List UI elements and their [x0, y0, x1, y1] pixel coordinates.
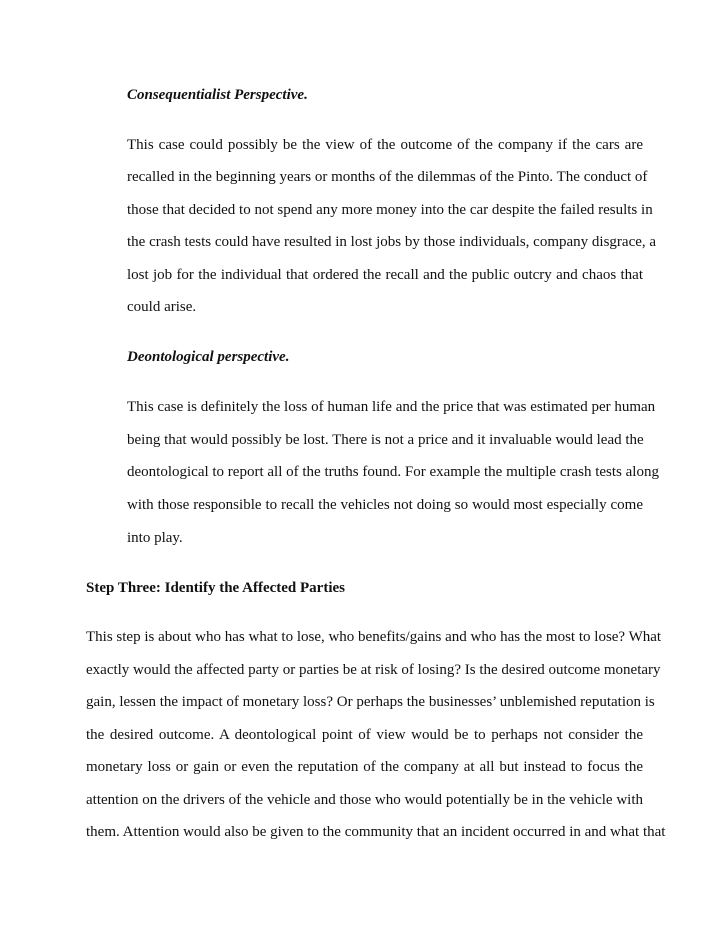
deontological-line: This case is definitely the loss of human life and the price that was estimated per human [127, 399, 656, 415]
step-three-line: monetary loss or gain or even the reputation of the company at all but instead to focus the [86, 759, 643, 775]
step-three-line: them. Attention would also be given to the community that an incident occurred in and what that [86, 824, 666, 840]
deontological-line: into play. [127, 530, 183, 546]
step-three-line: attention on the drivers of the vehicle and those who would potentially be in the vehicle with [86, 792, 643, 808]
step-three-line: the desired outcome. A deontological point of view would be to perhaps not consider the [86, 727, 643, 743]
consequentialist-line: This case could possibly be the view of the outcome of the company if the cars are [127, 137, 643, 153]
consequentialist-heading: Consequentialist Perspective. [127, 87, 308, 103]
consequentialist-line: recalled in the beginning years or months of the dilemmas of the Pinto. The conduct of [127, 169, 648, 185]
step-three-line: exactly would the affected party or parties be at risk of losing? Is the desired outcome monetary [86, 662, 661, 678]
step-three-line: This step is about who has what to lose, who benefits/gains and who has the most to lose? What [86, 629, 662, 645]
consequentialist-line: the crash tests could have resulted in lost jobs by those individuals, company disgrace, a [127, 234, 657, 250]
consequentialist-line: those that decided to not spend any more money into the car despite the failed results in [127, 202, 653, 218]
consequentialist-line: could arise. [127, 299, 197, 315]
deontological-line: deontological to report all of the truths found. For example the multiple crash tests along [127, 464, 659, 480]
consequentialist-line: lost job for the individual that ordered the recall and the public outcry and chaos that [127, 267, 643, 283]
step-three-heading: Step Three: Identify the Affected Parties [86, 580, 345, 596]
deontological-line: with those responsible to recall the vehicles not doing so would most especially come [127, 497, 643, 513]
deontological-line: being that would possibly be lost. There is not a price and it invaluable would lead the [127, 432, 644, 448]
step-three-line: gain, lessen the impact of monetary loss? Or perhaps the businesses’ unblemished reputation is [86, 694, 655, 710]
deontological-heading: Deontological perspective. [127, 349, 290, 365]
